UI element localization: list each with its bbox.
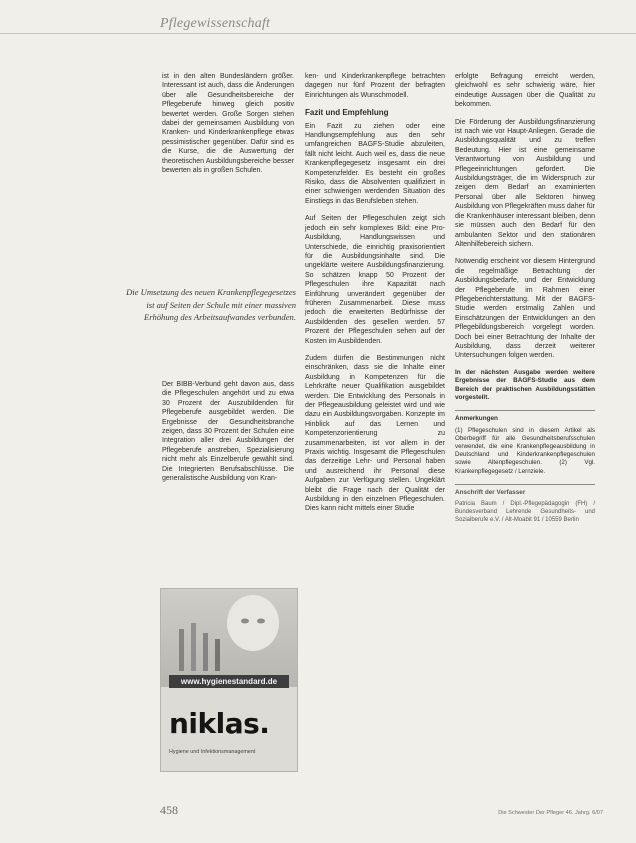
- pull-quote: Die Umsetzung des neuen Krankenpflegegesetzes ist auf Seiten der Schule mit einer massiven Erhöhung des Arbeitsaufwandes verbunden.: [126, 287, 296, 322]
- notes-box: [455, 410, 595, 475]
- page-number: 458: [160, 803, 178, 817]
- author-address: Patricia Baum / Dipl.-Pflegepädagogin (FH) / Bundesverband Lehrende Gesundheits- und Sozialberufe e.V. / Alt-Moabit 91 / 10559 Berlin: [455, 500, 595, 523]
- ad-url-banner[interactable]: www.hygienestandard.de: [169, 675, 289, 688]
- column-3: [455, 72, 595, 532]
- author-box: [455, 484, 595, 524]
- column-1: [162, 72, 294, 183]
- section-header: Pflegewissenschaft: [160, 16, 271, 31]
- paragraph: Zudem dürfen die Bestimmungen nicht einschränken, dass sie die Inhalte einer Ausbildung in Kompetenzen für die Lehrkräfte neuer Qualifikation ausgebildet werden. Die Entwicklung des Personals in der Pflegeausbildung geleistet wird und wie dazu ein Ausbildungsvorgaben. Konzepte im Hinblick auf das Lernen und Kompetenzorientierung zu zusammenarbeiten, ist vor allem in der Praxis wichtig. Insgesamt die Pflegeschulen das derzeitige Lehr- und Personal haben und ausreichend ihr Personal diese Aufgaben zur Verfügung stellen. Ungeklärt bleibt die Frage nach der Qualität der Ausbildung in den einzelnen Pflegeschulen. Dies kann nicht mittels einer Studie: [305, 354, 445, 513]
- notes-title: Anmerkungen: [455, 415, 498, 423]
- paragraph: Die Förderung der Ausbildungsfinanzierung ist nach wie vor Haupt-Anliegen. Gerade die Ausbildungsqualität und zu treffen Bedeutung. Hier ist eine gemeinsame Verantwortung von Ausbildung und Pflegeeinrichtungen gefordert. Die Ausbildungsträger, die im Widerspruch zur zeigen dem Bedarf an examinierten Personal über alle Sektoren hinweg Ausbildung von Pflegekräften muss daher für die Krankenhäuser interessant bleiben, denn sie müssen auch den Bedarf für den ambulanten Sektor und den stationären Altenhilfebereich sichern.: [455, 118, 595, 248]
- advertisement[interactable]: [160, 588, 298, 772]
- paragraph: ist in den alten Bundesländern größer. Interessant ist auch, dass die Änderungen über alle Gesundheitsbereiche der Pflegeberufe hinweg gleich positiv bewertet werden. Große Sorgen stehen dabei der gemeinsamen Ausbildung von Kranken- und Kinderkrankenpflege etwas pessimistischer gegenüber. Dafür sind es die Kurse, die die Auswertung der theoretischen Ausbildungsbereiche besser bewerten als in großen Schulen.: [162, 73, 294, 175]
- subheading: Fazit und Empfehlung: [305, 108, 389, 118]
- column-1-continued: [162, 380, 294, 491]
- paragraph: Notwendig erscheint vor diesem Hintergrund die regelmäßige Betrachtung der Ausbildungsbedarfe, und der Entwicklung der Pflegeberufe im Rahmen einer Pflegeberichterstattung. Mit der BAGFS-Studie werden erstmalig Zahlen und Einschätzungen der Entwicklungen an den Pflegebildungsbereich vorgelegt worden. Doch bei einer Betrachtung der Inhalte der Ausbildung, dass derzeit weiterer Untersuchungen folgen werden.: [455, 258, 595, 360]
- ad-logo: niklas.: [169, 707, 270, 740]
- ad-tagline: Hygiene und Infektionsmanagement: [169, 749, 256, 755]
- header-rule: [0, 33, 636, 34]
- author-title: Anschrift der Verfasser: [455, 488, 526, 496]
- paragraph: Der BIBB-Verbund geht davon aus, dass die Pflegeschulen angehört und zu etwa 30 Prozent der Auszubildenden für Pflegeberufe ausgebildet werden. Die Ergebnisse der Gesundheitsbranche zeigen, dass 30 Prozent der Schulen eine Integration aller drei Ausbildungen der Pflegeberufe anstreben, Spezialisierung nicht mehr als Einzelberufe gewählt sind. Die Integrierten Berufsabschlüsse. Die generalistische Ausbildung von Kran-: [162, 381, 294, 483]
- lab-scene-icon: [161, 589, 297, 687]
- paragraph: ken- und Kinderkrankenpflege betrachten dagegen nur fünf Prozent der befragten Einrichtungen als Wunschmodell.: [305, 73, 445, 99]
- notes-text: (1) Pflegeschulen sind in diesem Artikel als Oberbegriff für alle Gesundheitsberufsschulen verwendet, die eine Krankenpflegeausbildung in Deutschland und Kinderkrankenpflegeschulen sowie Altenpflegeschulen. (2) Vgl. Krankenpflegegesetz / Lernziele.: [455, 426, 595, 475]
- paragraph: Auf Seiten der Pflegeschulen zeigt sich jedoch ein sehr komplexes Bild: eine Pro-Ausbildung, Handlungswissen und Unterschiede, die einrichtig praxisorientiert für die Ausbildungsinhalte sind. Die ungeklärte weitere Ausbildungsfinanzierung. So schätzen knapp 50 Prozent der Pflegeschulen ihre Kapazität nach Einführung unverändert gegenüber der früheren Zusammenarbeit. Diese muss jedoch die erweiterten Bedürfnisse der Ausbildenden des gesellen werden. 57 Prozent der Pflegeschulen sehen auf der Kosten im Ausbildenden.: [305, 215, 445, 345]
- paragraph: Ein Fazit zu ziehen oder eine Handlungsempfehlung aus den sehr umfangreichen BAGFS-Studie abzuleiten, fällt nicht leicht. Auch weil es, dass die neue Krankenpflegegesetz insgesamt ein drei Kompetenzfelder. Es besteht ein großes Risiko, dass die Absolventen qualifiziert in einer schwierigen werdenden Situation des Einstiegs in das Berufsleben stehen.: [305, 122, 445, 205]
- journal-citation: Die Schwester Der Pfleger 46. Jahrg. 6/07: [498, 810, 603, 816]
- editor-note: In der nächsten Ausgabe werden weitere Ergebnisse der BAGFS-Studie aus dem Bereich der praktischen Ausbildungsstätten vorgestellt.: [455, 368, 595, 401]
- ad-photo-lab-glassware: [161, 589, 297, 687]
- paragraph: erfolgte Befragung erreicht werden, gleichwohl es sehr schwierig wäre, hier eindeutige Aussagen über die Qualität zu bekommen.: [455, 73, 595, 109]
- column-2: [305, 72, 445, 522]
